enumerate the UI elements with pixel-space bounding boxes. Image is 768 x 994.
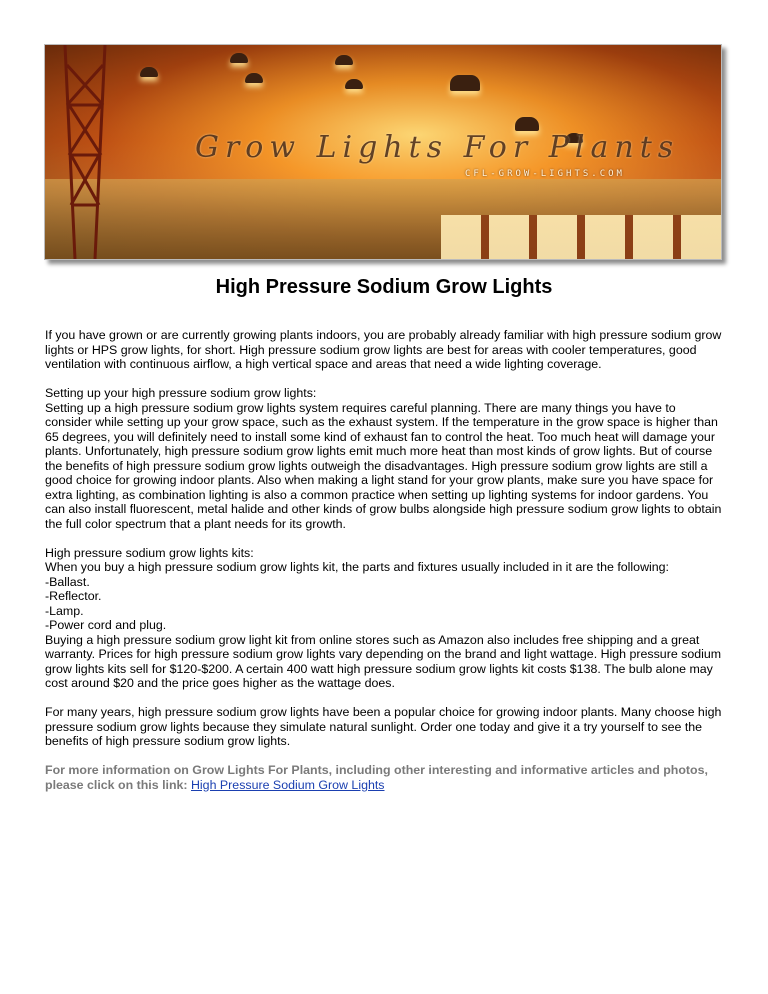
lamp-icon xyxy=(450,75,480,91)
setup-section xyxy=(45,386,725,531)
page-title: High Pressure Sodium Grow Lights xyxy=(215,276,553,298)
lamp-icon xyxy=(345,79,363,89)
kits-title: High pressure sodium grow lights kits: xyxy=(45,545,254,560)
list-item: -Ballast. xyxy=(45,574,90,589)
list-item: -Power cord and plug. xyxy=(45,618,167,632)
setup-title: Setting up your high pressure sodium grow lights: xyxy=(45,386,317,400)
lamp-icon xyxy=(230,53,248,63)
article-body xyxy=(45,328,725,807)
lamp-icon xyxy=(335,55,353,65)
intro-paragraph: If you have grown or are currently growing plants indoors, you are probably already familiar with high pressure sodium grow lights or HPS grow lights, for short. High pressure sodium grow lights are best for areas with cooler temperatures, good ventilation with continuous airflow, a high vertical space and areas that need a wide lighting coverage. xyxy=(45,328,722,371)
kits-body: Buying a high pressure sodium grow light kit from online stores such as Amazon also includes free shipping and a great warranty. Prices for high pressure sodium grow lights vary depending on the brand and light wattage. High pressure sodium grow lights kits sell for $120-$200. A certain 400 watt high pressure sodium grow lights kit costs $138. The bulb alone may cost around $20 and the price goes higher as the wattage does. xyxy=(45,632,722,690)
footer-note xyxy=(45,763,725,792)
footer-text: For more information on Grow Lights For Plants, including other interesting and informative articles and photos, please click on this link: xyxy=(45,763,708,792)
banner-subtitle: CFL-GROW-LIGHTS.COM xyxy=(465,169,625,179)
banner-windows xyxy=(441,215,721,260)
article-link[interactable]: High Pressure Sodium Grow Lights xyxy=(190,777,385,792)
setup-body: Setting up a high pressure sodium grow lights system requires careful planning. There are many things you have to consider while setting up your grow space, such as the exhaust system. If the temperature in the grow space is higher than 65 degrees, you will definitely need to install some kind of exhaust fan to control the heat. Too much heat will damage your plants. Unfortunately, high pressure sodium grow lights emit much more heat than most kinds of grow lights. But of course the benefits of high pressure sodium grow lights outweigh the disadvantages. High pressure sodium grow lights are still a good choice for growing indoor plants. Also when making a light stand for your grow plants, make sure you have space for extra lighting, as combination lighting is also a common practice when setting up lighting systems for indoor gardens. You can also install fluorescent, metal halide and other kinds of grow bulbs alongside high pressure sodium grow lights to obtain the full color spectrum that a plant needs for its growth. xyxy=(45,400,722,531)
lamp-icon xyxy=(515,117,539,131)
list-item: -Lamp. xyxy=(45,603,84,618)
list-item: -Reflector. xyxy=(45,589,102,603)
header-banner-image xyxy=(44,44,722,260)
tower-icon xyxy=(55,45,115,259)
banner-title: Grow Lights For Plants xyxy=(195,130,680,165)
lamp-icon xyxy=(245,73,263,83)
kits-intro: When you buy a high pressure sodium grow lights kit, the parts and fixtures usually included in it are the following: xyxy=(45,560,669,574)
closing-paragraph: For many years, high pressure sodium grow lights have been a popular choice for growing indoor plants. Many choose high pressure sodium grow lights because they simulate natural sunlight. Order one today and give it a try yourself to see the benefits of high pressure sodium grow lights. xyxy=(45,705,722,748)
kits-section xyxy=(45,546,725,691)
lamp-icon xyxy=(140,67,158,77)
